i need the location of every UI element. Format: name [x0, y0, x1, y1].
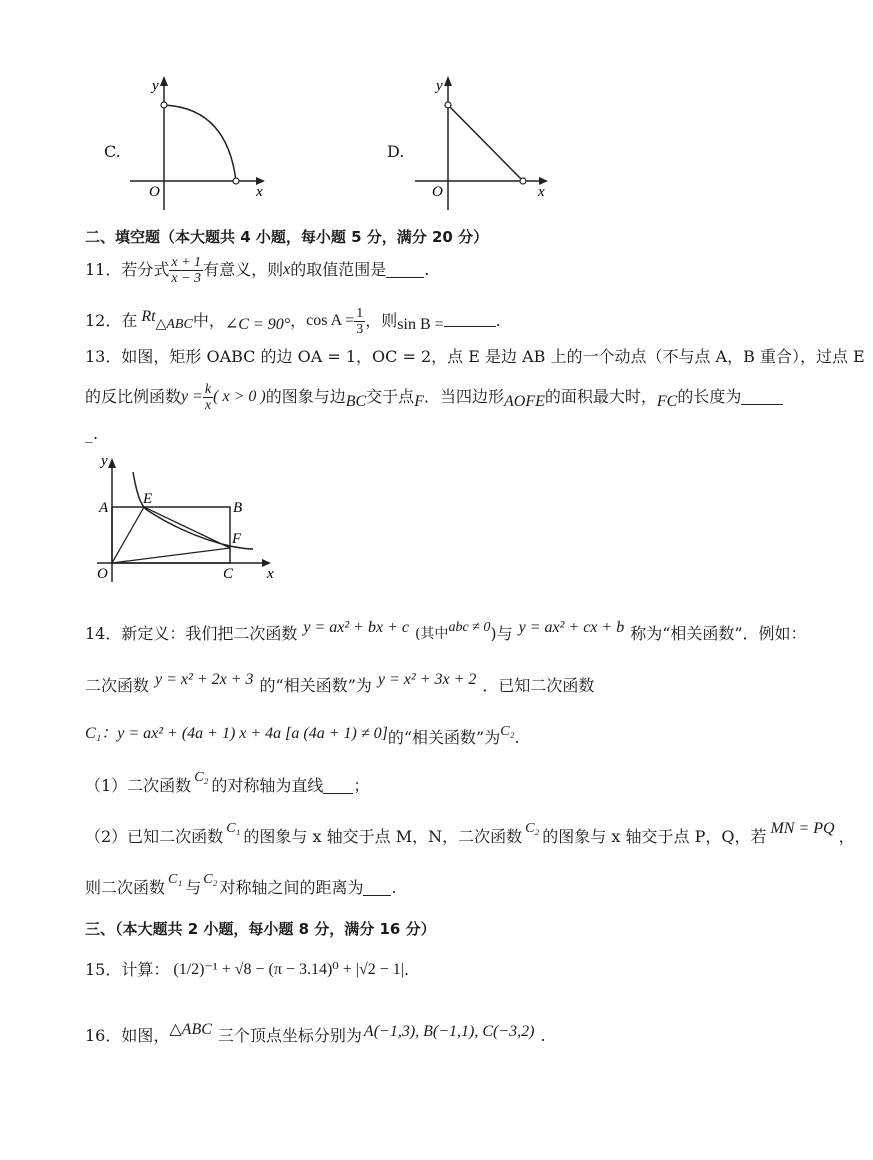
q14-p1-semi: ；	[353, 776, 370, 795]
q15-end: .	[403, 960, 410, 979]
label-y: y	[101, 453, 108, 469]
q16-mid: 三个顶点坐标分别为	[217, 1026, 362, 1045]
rectangle-oabc	[112, 507, 230, 563]
q13-frac-den: x	[204, 397, 212, 413]
q11-post: 有意义，则	[203, 260, 284, 279]
q13-point: F	[414, 393, 424, 410]
question-16	[85, 1018, 546, 1054]
q14-line2	[85, 670, 594, 702]
q14-p1-end: 的对称轴为直线	[211, 776, 324, 795]
label-a: A	[99, 500, 109, 516]
curve	[164, 105, 236, 181]
label-e: E	[143, 491, 153, 507]
q14-l2-mid: 的“相关函数”为	[259, 676, 372, 695]
q14-l1-mid2: )与	[490, 624, 513, 643]
q14-part1	[85, 770, 369, 802]
open-point-x	[233, 178, 239, 184]
q13-line3: _.	[85, 424, 99, 443]
q13-line1: 13．如图，矩形 OABC 的边 OA = 1，OC = 2，点 E 是边 AB 上的一个动点（不与点 A，B 重合），过点 E	[85, 347, 865, 366]
y-axis-arrow	[160, 76, 168, 86]
q16-coords: A(−1,3), B(−1,1), C(−3,2)	[363, 1023, 535, 1040]
q15-pre: 15．计算：	[85, 960, 170, 979]
q14-p1-c2: C₂	[194, 770, 209, 785]
open-point-y	[161, 102, 167, 108]
label-b: B	[233, 500, 243, 516]
q12-number: 12．	[85, 311, 122, 330]
origin-label: O	[432, 184, 443, 200]
q12-then: ，则	[365, 311, 398, 330]
q15-expr: (1/2)⁻¹ + √8 − (π − 3.14)⁰ + |√2 − 1|	[173, 961, 404, 978]
q11-number: 11．	[85, 260, 122, 279]
q14-p3-c1: C₁	[168, 872, 183, 887]
q14-l2-f1: y = x² + 2x + 3	[155, 671, 254, 688]
label-f: F	[232, 531, 242, 547]
q14-p2-mid2: 的图象与 x 轴交于点 P，Q，若	[542, 827, 767, 846]
q13-frac-num: k	[204, 381, 212, 397]
q12-angle: ∠C = 90°	[224, 316, 291, 333]
axis-label-y: y	[436, 78, 443, 94]
q13-mid2: 交于点	[366, 387, 415, 406]
q14-l3-c2: C₂	[500, 724, 515, 739]
question-11	[85, 252, 429, 288]
axis-label-x: x	[538, 184, 545, 200]
q14-part3	[85, 872, 397, 904]
label-x: x	[267, 566, 274, 582]
q14-p3-answer-blank[interactable]	[363, 881, 391, 896]
option-d-label: D.	[387, 142, 405, 161]
q13-mid3: ．当四边形	[423, 387, 504, 406]
q13-line2	[85, 377, 783, 417]
axis-label-x: x	[256, 184, 263, 200]
q11-var: x	[283, 261, 291, 278]
q12-comma: ，	[290, 311, 307, 330]
question-15	[85, 950, 409, 990]
q12-sin-label: sin B =	[397, 316, 444, 333]
q14-p3-with: 与	[185, 878, 202, 897]
label-o: O	[97, 566, 108, 582]
q16-pre: 16．如图，	[85, 1026, 170, 1045]
q13-seg: FC	[656, 393, 678, 410]
segment-ef	[144, 507, 230, 548]
q14-p3-pre: 则二次函数	[85, 878, 166, 897]
y-axis-arrow	[108, 458, 116, 468]
label-c: C	[223, 566, 234, 582]
q14-l1-pre: 14．新定义：我们把二次函数	[85, 624, 298, 643]
q12-triangle: △ABC	[155, 317, 193, 332]
axis-label-y: y	[152, 78, 159, 94]
q14-p3-end: 对称轴之间的距离为	[219, 878, 364, 897]
q12-frac-num: 1	[356, 305, 364, 321]
q14-l1-end: 称为“相关函数”．例如：	[630, 624, 807, 643]
q13-quad: AOFE	[503, 393, 545, 410]
section-2-title: 二、填空题（本大题共 4 小题，每小题 5 分，满分 20 分）	[85, 228, 489, 246]
q14-p1-pre: （1）二次函数	[85, 776, 192, 795]
open-point-y	[445, 102, 451, 108]
q12-rt: Rt	[141, 308, 156, 325]
q14-l1-f1: y = ax² + bx + c	[303, 619, 409, 636]
q13-line2-pre: 的反比例函数	[85, 387, 182, 406]
q12-answer-blank[interactable]	[444, 312, 496, 327]
line-segment	[448, 105, 523, 181]
section-3-title: 三、（本大题共 2 小题，每小题 8 分，满分 16 分）	[85, 920, 436, 938]
q14-l1-mid: (其中	[414, 626, 449, 642]
q13-end: 的长度为	[677, 387, 742, 406]
segment-of	[112, 548, 230, 563]
q14-p3-dot: .	[391, 878, 397, 897]
q16-triangle: △ABC	[169, 1021, 212, 1038]
q16-end: .	[540, 1026, 546, 1045]
q13-domain: ( x > 0 )	[213, 388, 266, 405]
q14-l2-end: ．已知二次函数	[482, 676, 595, 695]
q14-p2-pre: （2）已知二次函数	[85, 827, 224, 846]
q11-end: .	[424, 260, 430, 279]
q11-frac-den: x − 3	[171, 270, 202, 286]
q13-answer-blank[interactable]	[741, 390, 783, 405]
q13-side: BC	[345, 393, 367, 410]
question-12	[85, 303, 501, 339]
q14-p2-c1: C₁	[226, 821, 241, 836]
q14-line3	[85, 722, 520, 754]
q13-mid4: 的面积最大时，	[544, 387, 657, 406]
q14-line1	[85, 618, 807, 650]
q14-l1-f2: y = ax² + cx + b	[518, 619, 625, 636]
q14-l2-f2: y = x² + 3x + 2	[377, 671, 477, 688]
q12-end: .	[495, 311, 501, 330]
q14-p2-mid: 的图象与 x 轴交于点 M，N，二次函数	[243, 827, 523, 846]
q12-mid: 中，	[192, 311, 225, 330]
q14-p2-eq: MN = PQ	[770, 820, 835, 837]
q11-post2: 的取值范围是	[290, 260, 387, 279]
q14-p1-answer-blank[interactable]	[323, 779, 353, 794]
q14-p3-c2: C₂	[203, 872, 218, 887]
option-c-label: C.	[104, 142, 121, 161]
q13-fraction	[203, 382, 213, 413]
open-point-x	[520, 178, 526, 184]
segment-oe	[112, 507, 144, 563]
q14-l1-cond: abc ≠ 0	[448, 620, 491, 635]
q13-mid: 的图象与边	[265, 387, 346, 406]
q14-l3-end: .	[514, 728, 520, 747]
q12-fraction	[354, 306, 365, 337]
q11-pre: 若分式	[121, 260, 170, 279]
q12-frac-den: 3	[356, 321, 364, 337]
q13-func: y =	[181, 388, 203, 405]
q12-pre: 在	[121, 311, 138, 330]
q14-p2-comma: ，	[838, 827, 855, 846]
q11-fraction	[169, 255, 203, 286]
q14-l3-f: C₁：y = ax² + (4a + 1) x + 4a [a (4a + 1) ≠ 0]	[85, 725, 388, 742]
option-c-graph	[125, 70, 275, 220]
origin-label: O	[149, 184, 160, 200]
q14-p2-c2: C₂	[525, 821, 540, 836]
q14-part2	[85, 820, 855, 854]
q14-l2-pre: 二次函数	[85, 676, 150, 695]
q13-figure	[85, 450, 285, 585]
y-axis-arrow	[444, 76, 452, 86]
option-d-graph	[410, 70, 560, 220]
q12-cos-label: cos A =	[306, 312, 355, 329]
q11-frac-num: x + 1	[171, 254, 202, 270]
q11-answer-blank[interactable]	[386, 263, 424, 278]
q14-l3-mid: 的“相关函数”为	[387, 728, 501, 747]
